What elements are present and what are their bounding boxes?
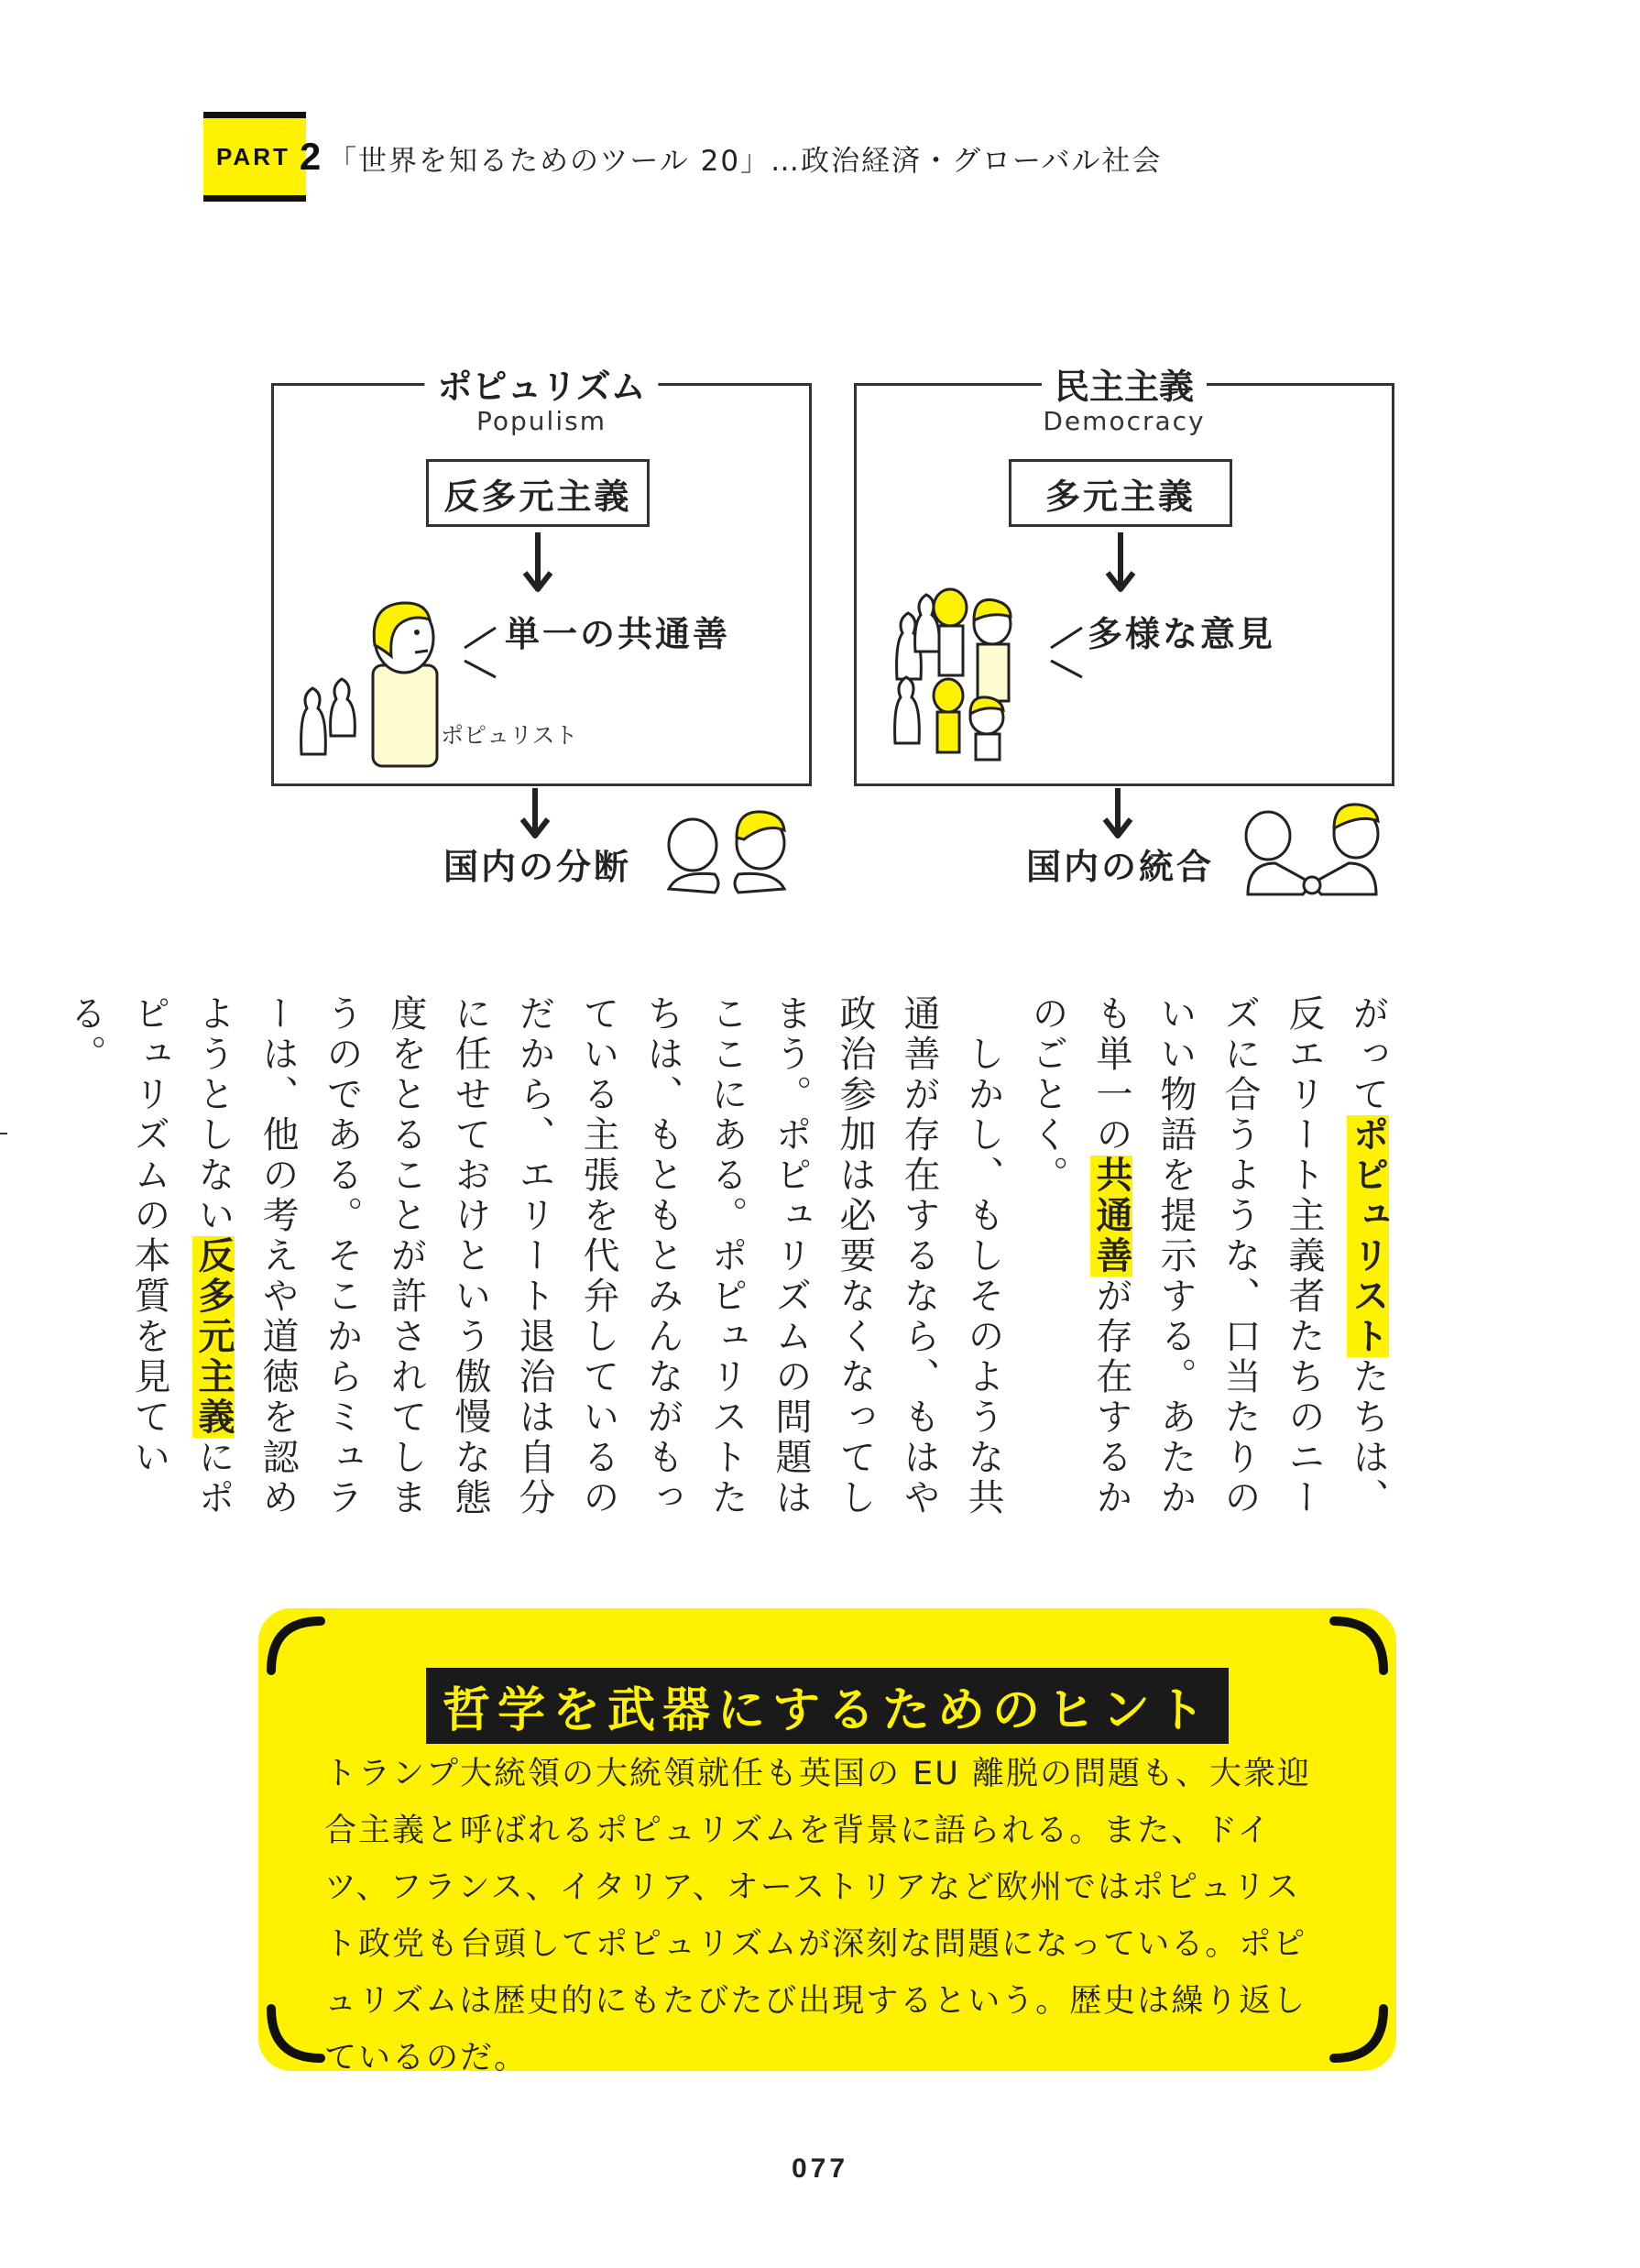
pluralism-box: 多元主義 — [1009, 459, 1232, 527]
down-arrow-icon — [517, 788, 553, 843]
diverse-people-icon — [884, 560, 1049, 761]
domestic-division-label: 国内の分断 — [443, 847, 632, 887]
democracy-panel — [854, 367, 1394, 786]
populism-title: ポピュリズム — [424, 358, 658, 409]
handshake-people-icon — [1239, 803, 1385, 898]
part-label: PART — [216, 142, 290, 170]
highlight-common-good: 共通善 — [1090, 1156, 1132, 1276]
part-badge — [203, 112, 322, 202]
domestic-integration-label: 国内の統合 — [1026, 847, 1215, 887]
body-text-segment: たちは、反エリート主義者たちのニーズに合うような、口当たりのいい物語を提示する。あたかも単一の — [1090, 994, 1389, 1518]
page-number: 077 — [791, 2153, 849, 2184]
populist-label: ポピュリスト — [441, 722, 578, 749]
democracy-title: 民主主義 — [1042, 358, 1207, 409]
diverse-opinions-label: 多様な意見 — [1088, 614, 1276, 654]
bracket-top-left — [264, 1614, 328, 1678]
anti-pluralism-box: 反多元主義 — [426, 459, 650, 527]
body-text-segment: がって — [1347, 994, 1389, 1115]
margin-tick — [0, 1133, 7, 1134]
down-arrow-icon — [1102, 532, 1139, 597]
followers-icon — [294, 672, 367, 772]
divided-people-icon — [658, 806, 795, 898]
body-text-segment: が存在するかのごとく。 — [1026, 994, 1132, 1518]
bracket-bottom-left — [264, 2001, 328, 2065]
bracket-bottom-right — [1327, 2001, 1391, 2065]
down-arrow-icon — [1099, 788, 1136, 843]
running-header-title: 「世界を知るためのツール 20」…政治経済・グローバル社会 — [328, 145, 1163, 178]
hint-box — [258, 1608, 1396, 2076]
down-arrow-icon — [519, 532, 556, 597]
part-number: 2 — [299, 135, 322, 178]
single-common-good-label: 単一の共通善 — [505, 614, 731, 654]
populism-subtitle: Populism — [476, 406, 607, 436]
democracy-subtitle: Democracy — [1043, 406, 1206, 436]
body-text — [64, 994, 1400, 1553]
body-paragraph: しかし、もしそのような共通善が存在するなら、もはや政治参加は必要なくなってしまう。ポピュリズムの問題はここにある。ポピュリストたちは、もともとみんながもっている主張を代弁しているのだから、エリート退治は自分に任せておけという傲慢な態度をとることが許されてしまうのである。そこからミュラーは、他の考えや道徳を認めようとしない — [192, 994, 1004, 1518]
hint-title: 哲学を武器にするためのヒント — [426, 1668, 1229, 1744]
highlight-populist: ポピュリスト — [1347, 1115, 1389, 1357]
body-text-segment: にポピュリズムの本質を見ている。 — [64, 994, 235, 1518]
highlight-anti-pluralism: 反多元主義 — [192, 1236, 235, 1438]
bracket-top-right — [1327, 1614, 1391, 1678]
speech-lines-icon — [1045, 622, 1091, 686]
hint-text: トランプ大統領の大統領就任も英国の EU 離脱の問題も、大衆迎合主義と呼ばれるポピュリズムを背景に語られる。また、ドイツ、フランス、イタリア、オーストリアなど欧州ではポピュリスト政党も台頭してポピュリズムが深刻な問題になっている。ポピュリズムは歴史的にもたびたび出現するという。歴史は繰り返しているのだ。 — [324, 1756, 1311, 2076]
speech-lines-icon — [459, 622, 505, 686]
populism-panel — [271, 367, 812, 786]
